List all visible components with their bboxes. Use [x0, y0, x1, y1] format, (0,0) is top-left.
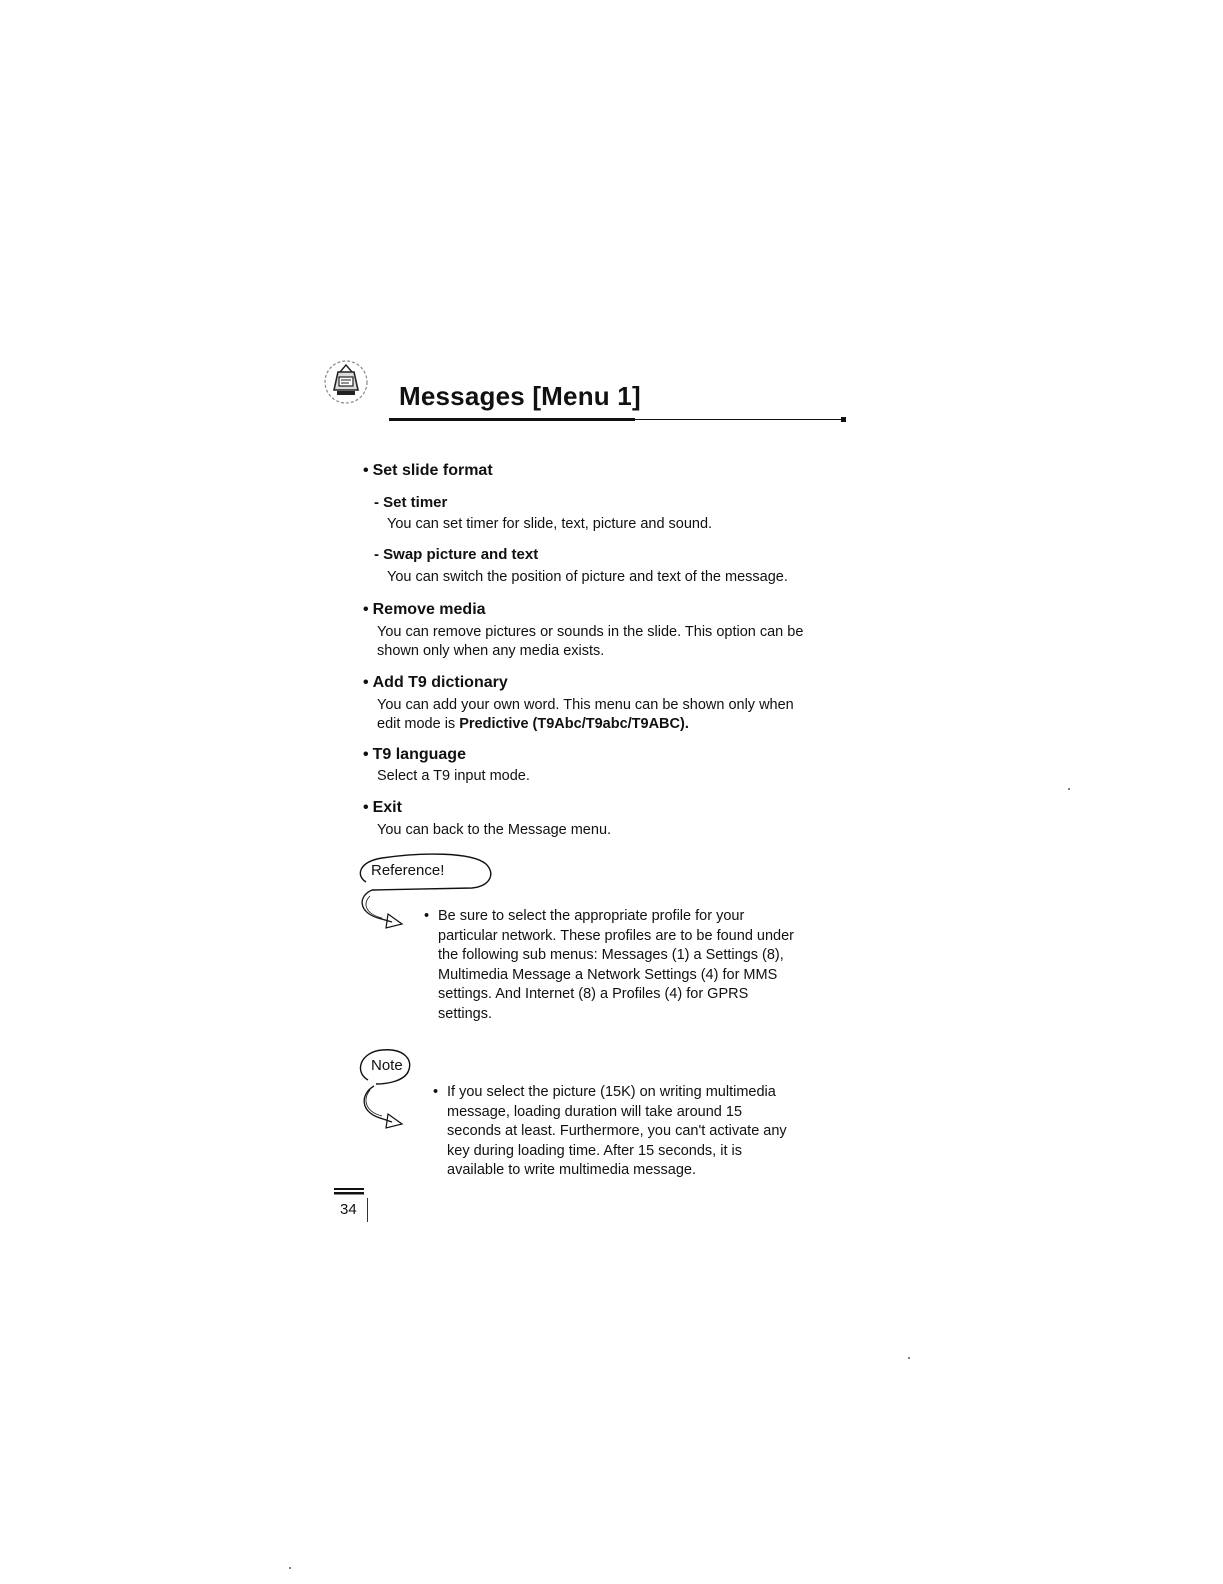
reference-label: Reference! — [371, 862, 445, 879]
scan-speck — [908, 1357, 910, 1359]
note-line: key during loading time. After 15 seconds, it is — [447, 1142, 742, 1159]
title-underline — [389, 418, 635, 421]
section-heading-exit: • Exit — [363, 799, 402, 816]
set-timer-text: You can set timer for slide, text, picture and sound. — [387, 516, 713, 532]
reference-line: settings. — [438, 1005, 492, 1022]
note-label: Note — [371, 1057, 403, 1074]
page-marker-icon — [334, 1188, 364, 1196]
exit-text: You can back to the Message menu. — [377, 822, 612, 838]
note-line: message, loading duration will take around 15 — [447, 1103, 743, 1120]
section-heading-set-slide-format: • Set slide format — [363, 462, 493, 479]
title-rule-end-mark — [841, 417, 846, 422]
remove-media-text-line-2: shown only when any media exists. — [377, 643, 605, 659]
scan-speck — [289, 1567, 291, 1569]
swap-picture-text: You can switch the position of picture and text of the message. — [387, 569, 788, 585]
bullet: • — [424, 908, 430, 924]
reference-line: Multimedia Message a Network Settings (4) for MMS — [438, 966, 778, 983]
page-title: Messages [Menu 1] — [399, 381, 641, 411]
t9-language-text: Select a T9 input mode. — [377, 768, 530, 784]
page-number: 34 — [340, 1201, 357, 1218]
bullet: • — [363, 462, 369, 479]
add-t9-text-line-1: You can add your own word. This menu can be shown only when — [377, 697, 794, 713]
note-text — [433, 1083, 867, 1181]
reference-line: the following sub menus: Messages (1) a Settings (8), — [438, 947, 784, 964]
note-arrow-icon — [352, 1042, 442, 1132]
reference-line: settings. And Internet (8) a Profiles (4) for GPRS — [438, 986, 749, 1003]
section-heading-remove-media: • Remove media — [363, 601, 486, 618]
reference-text — [424, 907, 858, 1025]
page-number-divider — [367, 1198, 368, 1222]
scan-speck — [1068, 788, 1070, 790]
messages-chapter-icon — [320, 354, 372, 410]
add-t9-text-line-2: edit mode is Predictive (T9Abc/T9abc/T9ABC). — [377, 716, 689, 732]
section-heading-add-t9-dictionary: • Add T9 dictionary — [363, 674, 508, 691]
note-line: available to write multimedia message. — [447, 1162, 697, 1179]
reference-line: Be sure to select the appropriate profile for your — [438, 908, 745, 924]
title-rule — [635, 419, 843, 420]
note-line: If you select the picture (15K) on writing multimedia — [447, 1084, 776, 1100]
bullet: • — [433, 1084, 439, 1100]
subsection-heading-set-timer: - Set timer — [374, 494, 448, 511]
note-line: seconds at least. Furthermore, you can't activate any — [447, 1123, 787, 1140]
section-heading-t9-language: • T9 language — [363, 746, 466, 763]
remove-media-text-line-1: You can remove pictures or sounds in the slide. This option can be — [377, 624, 804, 640]
predictive-mode-name: Predictive (T9Abc/T9abc/T9ABC). — [459, 716, 689, 732]
subsection-heading-swap-picture-and-text: - Swap picture and text — [374, 546, 539, 563]
reference-line: particular network. These profiles are to be found under — [438, 927, 794, 944]
